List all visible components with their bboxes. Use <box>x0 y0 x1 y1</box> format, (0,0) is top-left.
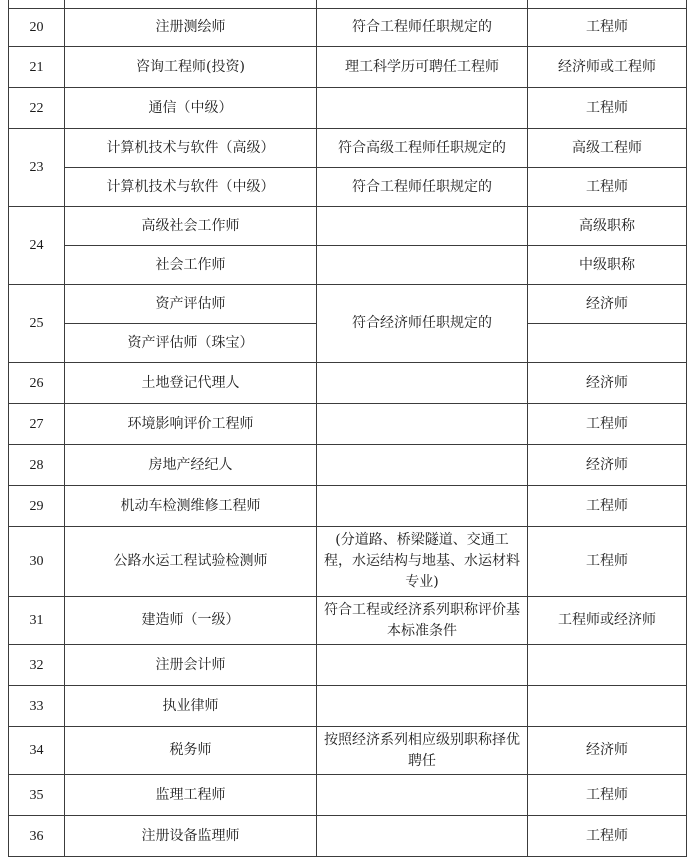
qualification-name: 执业律师 <box>65 686 317 727</box>
title-cell: 经济师 <box>528 285 687 324</box>
qualification-name: 税务师 <box>65 727 317 775</box>
row-number: 25 <box>9 285 65 363</box>
title-cell: 经济师 <box>528 363 687 404</box>
condition-cell <box>317 775 528 816</box>
table-row <box>9 47 687 88</box>
condition-cell: 符合工程师任职规定的 <box>317 168 528 207</box>
row-number: 32 <box>9 645 65 686</box>
title-cell: 高级工程师 <box>528 129 687 168</box>
table-row <box>9 88 687 129</box>
table-row <box>9 816 687 857</box>
title-cell: 工程师 <box>528 816 687 857</box>
table-row <box>9 363 687 404</box>
title-cell <box>528 324 687 363</box>
condition-cell: 符合经济师任职规定的 <box>317 285 528 363</box>
row-number: 28 <box>9 445 65 486</box>
qualification-name: 计算机技术与软件（中级） <box>65 168 317 207</box>
condition-cell: 符合工程或经济系列职称评价基本标准条件 <box>317 597 528 645</box>
title-cell: 工程师 <box>528 404 687 445</box>
table-row <box>9 597 687 645</box>
table-row <box>9 404 687 445</box>
qualification-name: 高级社会工作师 <box>65 207 317 246</box>
condition-cell <box>317 486 528 527</box>
qualification-name: 注册设备监理师 <box>65 816 317 857</box>
title-cell: 工程师 <box>528 486 687 527</box>
condition-cell: 符合高级工程师任职规定的 <box>317 129 528 168</box>
table-row <box>9 9 687 47</box>
row-number: 24 <box>9 207 65 285</box>
condition-cell <box>317 207 528 246</box>
qualification-name: 注册测绘师 <box>65 9 317 47</box>
title-cell: 经济师 <box>528 727 687 775</box>
row-number: 29 <box>9 486 65 527</box>
condition-cell <box>317 445 528 486</box>
row-number: 36 <box>9 816 65 857</box>
qualification-name: 计算机技术与软件（高级） <box>65 129 317 168</box>
table-row <box>9 129 687 168</box>
title-cell: 高级职称 <box>528 207 687 246</box>
condition-cell <box>317 816 528 857</box>
row-number: 26 <box>9 363 65 404</box>
condition-cell <box>317 404 528 445</box>
condition-cell: 符合工程师任职规定的 <box>317 9 528 47</box>
row-number: 35 <box>9 775 65 816</box>
table-row <box>9 246 687 285</box>
title-cell: 工程师 <box>528 168 687 207</box>
qualification-name: 注册会计师 <box>65 645 317 686</box>
title-cell: 经济师或工程师 <box>528 47 687 88</box>
table-row <box>9 645 687 686</box>
condition-cell <box>317 645 528 686</box>
row-number: 20 <box>9 9 65 47</box>
condition-cell <box>317 246 528 285</box>
row-number: 33 <box>9 686 65 727</box>
title-cell: 经济师 <box>528 445 687 486</box>
table-row <box>9 527 687 597</box>
condition-cell: (分道路、桥梁隧道、交通工程，水运结构与地基、水运材料专业) <box>317 527 528 597</box>
qualification-table <box>8 0 687 857</box>
qualification-name: 资产评估师 <box>65 285 317 324</box>
table-row <box>9 207 687 246</box>
table-row <box>9 775 687 816</box>
title-cell: 工程师 <box>528 88 687 129</box>
table-row <box>9 0 687 9</box>
qualification-name: 公路水运工程试验检测师 <box>65 527 317 597</box>
condition-cell <box>317 88 528 129</box>
condition-cell: 按照经济系列相应级别职称择优聘任 <box>317 727 528 775</box>
qualification-name: 咨询工程师(投资) <box>65 47 317 88</box>
title-cell <box>528 645 687 686</box>
qualification-name: 社会工作师 <box>65 246 317 285</box>
row-number: 34 <box>9 727 65 775</box>
table-row <box>9 285 687 324</box>
title-cell: 工程师或经济师 <box>528 597 687 645</box>
table-row <box>9 686 687 727</box>
table-row <box>9 486 687 527</box>
row-number: 22 <box>9 88 65 129</box>
row-number: 23 <box>9 129 65 207</box>
title-cell: 工程师 <box>528 9 687 47</box>
row-number: 30 <box>9 527 65 597</box>
qualification-name: 资产评估师（珠宝） <box>65 324 317 363</box>
title-cell: 工程师 <box>528 527 687 597</box>
row-number: 27 <box>9 404 65 445</box>
qualification-name: 环境影响评价工程师 <box>65 404 317 445</box>
qualification-name: 监理工程师 <box>65 775 317 816</box>
qualification-name: 房地产经纪人 <box>65 445 317 486</box>
qualification-name: 建造师（一级） <box>65 597 317 645</box>
row-number: 31 <box>9 597 65 645</box>
condition-cell <box>317 363 528 404</box>
qualification-name: 土地登记代理人 <box>65 363 317 404</box>
condition-cell: 理工科学历可聘任工程师 <box>317 47 528 88</box>
table-row <box>9 168 687 207</box>
table-row <box>9 727 687 775</box>
row-number: 21 <box>9 47 65 88</box>
table-row <box>9 445 687 486</box>
title-cell: 工程师 <box>528 775 687 816</box>
title-cell <box>528 686 687 727</box>
title-cell: 中级职称 <box>528 246 687 285</box>
condition-cell <box>317 686 528 727</box>
qualification-name: 通信（中级） <box>65 88 317 129</box>
qualification-name: 机动车检测维修工程师 <box>65 486 317 527</box>
